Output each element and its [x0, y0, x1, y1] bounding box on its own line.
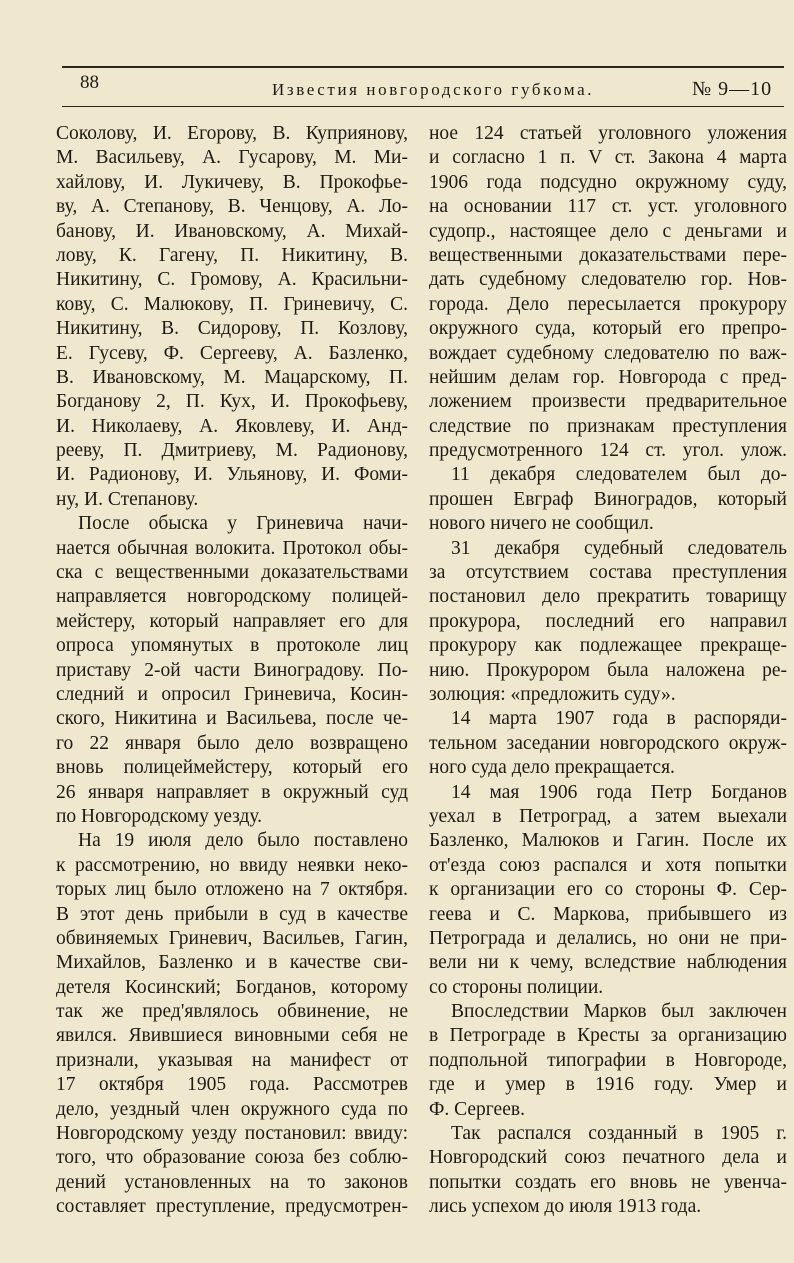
- text-line: золюция: «предложить суду».: [429, 683, 676, 705]
- journal-title: Известия новгородского губкома.: [272, 80, 595, 99]
- text-line: ного суда дело прекращается.: [429, 757, 675, 779]
- text-line: Петрограда и делались, но они не при-: [429, 927, 787, 949]
- text-line: прокурора, последний его направил: [429, 610, 787, 632]
- text-line: Новгородскому уезду постановил: ввиду:: [56, 1123, 408, 1145]
- text-line: дело, уездный член окружного суда по: [56, 1098, 408, 1120]
- text-line: геева и С. Маркова, прибывшего из: [429, 903, 787, 925]
- text-line: кову, С. Малюкову, П. Гриневичу, С.: [56, 293, 408, 315]
- text-line: Базленко, Малюков и Гагин. После их: [429, 830, 787, 852]
- text-line: окружного суда, который его препро-: [429, 318, 787, 340]
- text-line: по Новгородскому уезду.: [56, 805, 263, 827]
- text-line: ну, И. Степанову.: [56, 488, 199, 510]
- page-number: 88: [80, 72, 99, 93]
- text-line: признали, указывая на манифест от: [56, 1049, 408, 1071]
- text-line: подпольной типографии в Новгороде,: [429, 1049, 787, 1071]
- text-line: детеля Косинский; Богданов, которому: [56, 976, 408, 998]
- header-top-rule: [62, 66, 784, 68]
- text-line: дений установленных на то законов: [56, 1171, 408, 1193]
- text-line: В этот день прибыли в суд в качестве: [56, 903, 408, 925]
- text-line: вождает судебному следователю по важ-: [429, 342, 787, 364]
- text-line: 26 января направляет в окружный суд: [56, 781, 408, 803]
- text-line: ского, Никитина и Васильева, после че-: [56, 708, 408, 730]
- text-line: тельном заседании новгородского окруж-: [429, 732, 787, 754]
- text-line: того, что образование союза без соблю-: [56, 1147, 408, 1169]
- text-line: После обыска у Гриневича начи-: [78, 513, 408, 535]
- text-line: М. Васильеву, А. Гусарову, М. Ми-: [56, 147, 408, 169]
- text-line: 1906 года подсудно окружному суду,: [429, 171, 787, 193]
- text-line: прокурору как подлежащее прекраще-: [429, 635, 787, 657]
- text-line: где и умер в 1916 году. Умер и: [429, 1074, 787, 1096]
- text-line: так же пред'являлось обвинение, не: [56, 1001, 408, 1023]
- text-line: нается обычная волокита. Протокол обы-: [56, 537, 408, 559]
- text-line: к организации его со стороны Ф. Сер-: [429, 879, 787, 901]
- text-line: к рассмотрению, но ввиду неявки неко-: [56, 854, 408, 876]
- text-line: ска с вещественными доказательствами: [56, 562, 408, 584]
- text-line: В. Ивановскому, М. Мацарскому, П.: [56, 366, 408, 388]
- text-line: попытки создать его вновь не увенча-: [429, 1171, 787, 1193]
- text-line: хайлову, И. Лукичеву, В. Прокофье-: [56, 171, 408, 193]
- text-line: от'езда союз распался и хотя попытки: [429, 854, 787, 876]
- text-line: составляет преступление, предусмотрен-: [56, 1196, 408, 1218]
- text-line: следствие по признакам преступления: [429, 415, 787, 437]
- text-line: постановил дело прекратить товарищу: [429, 586, 787, 608]
- text-line: направляется новгородскому полицей-: [56, 586, 408, 608]
- text-line: приставу 2-ой части Виноградову. По-: [56, 659, 408, 681]
- text-line: ву, А. Степанову, В. Ченцову, А. Ло-: [56, 196, 408, 218]
- header-bottom-rule: [62, 106, 784, 107]
- text-line: Впоследствии Марков был заключен: [451, 1001, 787, 1023]
- text-line: вели ни к чему, вследствие наблюдения: [429, 952, 787, 974]
- text-line: Никитину, В. Сидорову, П. Козлову,: [56, 318, 408, 340]
- text-line: Богданову 2, П. Кух, И. Прокофьеву,: [56, 391, 408, 413]
- text-line: на основании 117 ст. уст. уголовного: [429, 196, 787, 218]
- text-line: Е. Гусеву, Ф. Сергееву, А. Базленко,: [56, 342, 408, 364]
- text-line: предусмотренного 124 ст. угол. улож.: [429, 440, 787, 462]
- text-line: обвиняемых Гриневич, Васильев, Гагин,: [56, 927, 408, 949]
- text-line: 31 декабря судебный следователь: [451, 537, 787, 559]
- text-line: вещественными доказательствами пере-: [429, 244, 787, 266]
- text-line: 11 декабря следователем был до-: [451, 464, 787, 486]
- text-line: за отсутствием состава преступления: [429, 562, 787, 584]
- text-line: явился. Явившиеся виновными себя не: [56, 1025, 408, 1047]
- issue-number: № 9—10: [692, 78, 773, 100]
- text-line: Ф. Сергеев.: [429, 1098, 525, 1120]
- text-line: судопр., настоящее дело с деньгами и: [429, 220, 787, 242]
- text-line: И. Радионову, И. Ульянову, И. Фоми-: [56, 464, 408, 486]
- text-line: города. Дело пересылается прокурору: [429, 293, 787, 315]
- text-line: И. Николаеву, А. Яковлеву, И. Анд-: [56, 415, 408, 437]
- text-line: со стороны полиции.: [429, 976, 604, 998]
- text-line: лись успехом до июля 1913 года.: [429, 1196, 702, 1218]
- text-line: Соколову, И. Егорову, В. Куприянову,: [56, 123, 408, 144]
- text-line: нейшим делам гор. Новгорода с пред-: [429, 366, 787, 388]
- text-line: лову, К. Гагену, П. Никитину, В.: [56, 244, 408, 266]
- text-line: 17 октября 1905 года. Рассмотрев: [56, 1074, 408, 1096]
- text-line: 14 мая 1906 года Петр Богданов: [451, 781, 787, 803]
- text-line: и согласно 1 п. V ст. Закона 4 марта: [429, 147, 787, 169]
- text-line: Никитину, С. Громову, А. Красильни-: [56, 269, 408, 291]
- text-line: банову, И. Ивановскому, А. Михай-: [56, 220, 408, 242]
- text-line: ложением произвести предварительное: [429, 391, 787, 413]
- text-line: 14 марта 1907 года в распоряди-: [451, 708, 787, 730]
- text-line: следний и опросил Гриневича, Косин-: [56, 683, 408, 705]
- left-text-column: [56, 122, 408, 1220]
- text-line: ное 124 статьей уголовного уложения: [429, 123, 787, 144]
- text-line: в Петрограде в Кресты за организацию: [429, 1025, 787, 1047]
- text-line: дать судебному следователю гор. Нов-: [429, 269, 787, 291]
- text-line: нию. Прокурором была наложена ре-: [429, 659, 787, 681]
- text-line: прошен Евграф Виноградов, который: [429, 488, 787, 510]
- text-line: го 22 января было дело возвращено: [56, 732, 408, 754]
- text-line: Новгородский союз печатного дела и: [429, 1147, 787, 1169]
- text-line: опроса упомянутых в протоколе лиц: [56, 635, 408, 657]
- text-line: На 19 июля дело было поставлено: [78, 830, 408, 852]
- text-line: торых лиц было отложено на 7 октября.: [56, 879, 408, 901]
- text-line: уехал в Петроград, а затем выехали: [429, 805, 787, 827]
- right-text-column: [429, 122, 787, 1220]
- page-header: [62, 62, 784, 112]
- text-line: рееву, П. Дмитриеву, М. Радионову,: [56, 440, 408, 462]
- text-line: вновь полицеймейстеру, который его: [56, 757, 408, 779]
- text-line: Так распался созданный в 1905 г.: [451, 1123, 787, 1145]
- text-line: Михайлов, Базленко и в качестве сви-: [56, 952, 408, 974]
- text-line: мейстеру, который направляет его для: [56, 610, 408, 632]
- text-line: нового ничего не сообщил.: [429, 513, 654, 535]
